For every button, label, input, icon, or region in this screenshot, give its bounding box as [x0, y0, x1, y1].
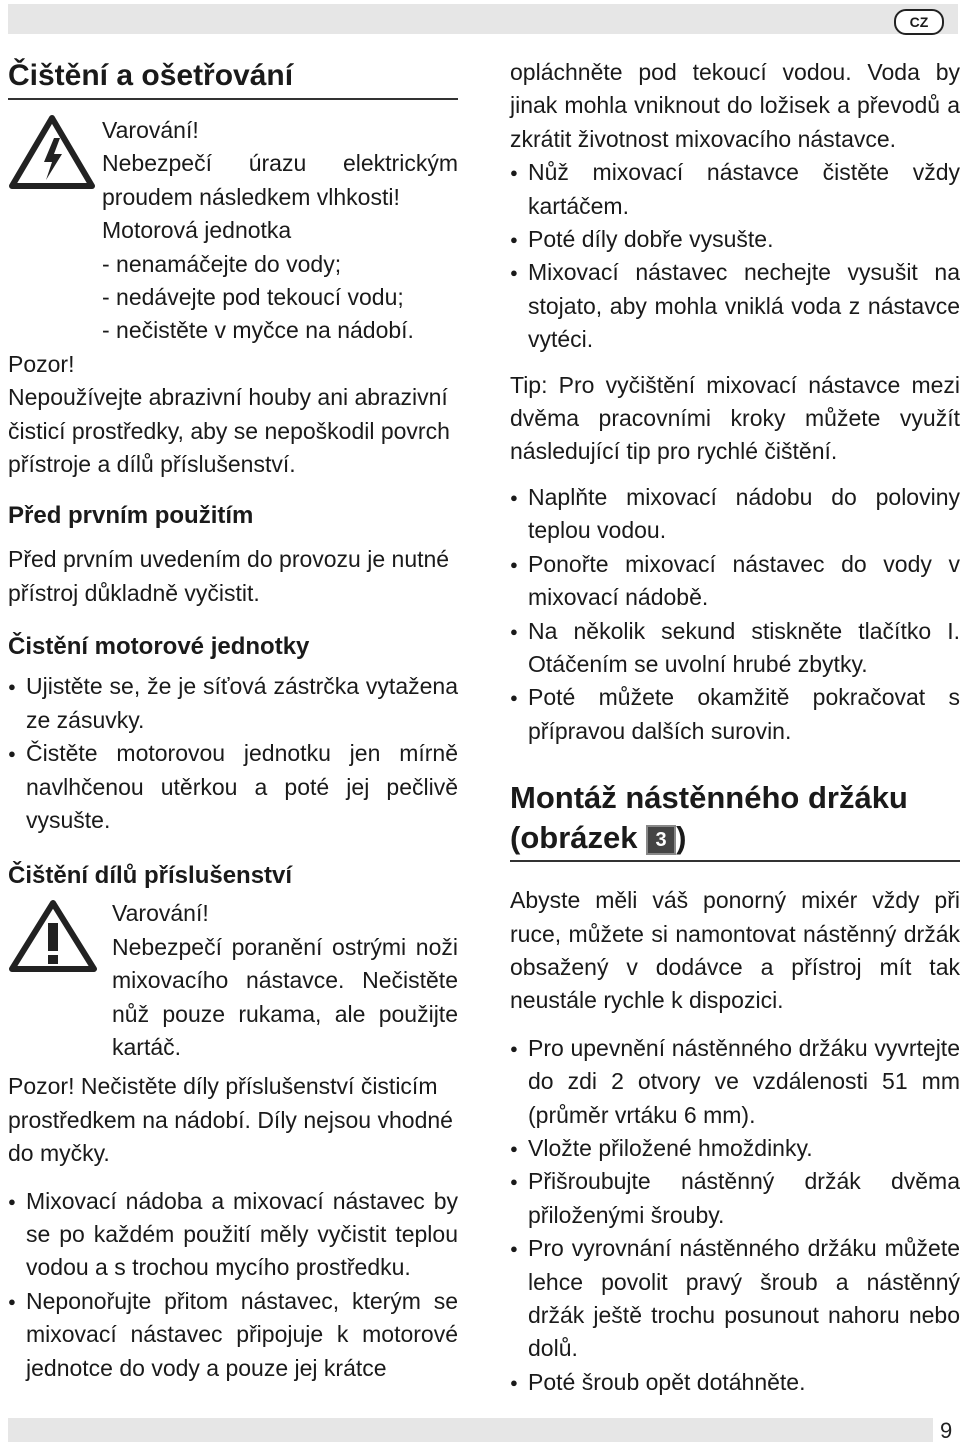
tip-text: Tip: Pro vyčištění mixovací nástavce mezi dvěma pracovními kroky můžete využít následující tip pro rychlé čištění. — [510, 371, 960, 465]
cleaning-bullet-list — [510, 156, 960, 356]
caution-label: Pozor! — [8, 1073, 75, 1100]
warning-text: Nebezpečí poranění ostrými noži mixovacího nástavce. Nečistěte nůž pouze rukama, ale použijte kartáč. — [112, 933, 458, 1060]
warning-dash-item: - nedávejte pod tekoucí vodu; — [102, 284, 404, 311]
list-item: ● Poté díly dobře vysušte. — [510, 223, 960, 256]
caution-text: Nečistěte díly příslušenství čisticím prostředkem na nádobí. Díly nejsou vhodné do myčky. — [8, 1073, 453, 1167]
warning-heading: Varování! — [102, 117, 199, 143]
list-item: ● Čistěte motorovou jednotku jen mírně navlhčenou utěrkou a poté jej pečlivě vysušte. — [8, 737, 458, 837]
blade-warning-block — [8, 897, 458, 1064]
electric-hazard-icon — [8, 114, 102, 199]
parts-bullet-list — [8, 1185, 458, 1385]
warning-heading: Varování! — [112, 900, 209, 927]
mount-title-rule — [510, 860, 960, 862]
list-item: ● Naplňte mixovací nádobu do poloviny teplou vodou. — [510, 481, 960, 548]
warning-line: Nebezpečí úrazu elektrickým proudem následkem vlhkosti! — [102, 150, 458, 210]
right-column — [510, 56, 960, 1399]
list-item: ● Pro upevnění nástěnného držáku vyvrtejte do zdi 2 otvory ve vzdálenosti 51 mm (průměr vrtáku 6 mm). — [510, 1032, 960, 1132]
left-column — [8, 56, 458, 1385]
list-item: ● Ujistěte se, že je síťová zástrčka vytažena ze zásuvky. — [8, 670, 458, 737]
list-item: ● Poté šroub opět dotáhněte. — [510, 1366, 960, 1399]
mount-title-block — [510, 778, 960, 862]
list-item: ● Na několik sekund stiskněte tlačítko I. Otáčením se uvolní hrubé zbytky. — [510, 615, 960, 682]
mount-intro: Abyste měli váš ponorný mixér vždy při ruce, můžete si namontovat nástěnný držák obsažený v dodávce a přístroj mít tak neustále rychle k dispozici. — [510, 887, 960, 1014]
language-badge: CZ — [894, 9, 944, 35]
footer-bar — [8, 1418, 933, 1442]
section-heading-parts: Čištění dílů příslušenství — [8, 862, 293, 890]
first-use-text: Před prvním uvedením do provozu je nutné přístroj důkladně vyčistit. — [8, 546, 450, 606]
motor-bullet-list — [8, 670, 458, 837]
continued-text: opláchněte pod tekoucí vodou. Voda by jinak mohla vniknout do ložisek a převodů a zkrátit životnost mixovacího nástavce. — [510, 59, 960, 152]
page-number: 9 — [940, 1418, 953, 1443]
header-bar — [8, 4, 958, 34]
list-item: ● Mixovací nástavec nechejte vysušit na stojato, aby mohla vniklá voda z nástavce vytéci. — [510, 256, 960, 356]
list-item: ● Pro vyrovnání nástěnného držáku můžete lehce povolit pravý šroub a nástěnný držák ještě trochu posunout nahoru nebo dolů. — [510, 1232, 960, 1366]
mount-bullet-list — [510, 1032, 960, 1399]
page-title: Čištění a ošetřování — [8, 59, 294, 92]
warning-dash-item: - nečistěte v myčce na nádobí. — [102, 317, 414, 344]
list-item: ● Ponořte mixovací nástavec do vody v mixovací nádobě. — [510, 548, 960, 615]
caution-text: Nepoužívejte abrazivní houby ani abrazivní čisticí prostředky, aby se nepoškodil povrch přístroje a dílů příslušenství. — [8, 384, 450, 478]
warning-dash-item: - nenamáčejte do vody; — [102, 250, 342, 277]
section-heading-motor: Čistění motorové jednotky — [8, 633, 310, 661]
mount-title-line2 — [510, 818, 960, 858]
warning-line: Motorová jednotka — [102, 217, 292, 244]
tip-bullet-list — [510, 481, 960, 748]
list-item: ● Mixovací nádoba a mixovací nástavec by se po každém použití měly vyčistit teplou vodou a s trochou mycího prostředku. — [8, 1185, 458, 1285]
title-rule — [8, 98, 458, 100]
list-item: ● Přišroubujte nástěnný držák dvěma přiloženými šrouby. — [510, 1165, 960, 1232]
section-heading-first-use: Před prvním použitím — [8, 502, 254, 530]
list-item: ● Neponořujte přitom nástavec, kterým se mixovací nástavec připojuje k motorové jednotce do vody a pouze jej krátce — [8, 1285, 458, 1385]
mount-title-line1: Montáž nástěnného držáku — [510, 780, 908, 816]
exclamation-warning-icon — [8, 897, 112, 984]
list-item: ● Poté můžete okamžitě pokračovat s přípravou dalších surovin. — [510, 681, 960, 748]
mount-title-prefix: (obrázek — [510, 820, 647, 856]
mount-title-suffix: ) — [676, 820, 687, 856]
caution-label: Pozor! — [8, 350, 75, 377]
figure-number-badge: 3 — [646, 825, 676, 855]
electric-warning-block — [8, 114, 458, 348]
list-item: ● Nůž mixovací nástavce čistěte vždy kartáčem. — [510, 156, 960, 223]
list-item: ● Vložte přiložené hmoždinky. — [510, 1132, 960, 1165]
caution-paragraph — [8, 1070, 458, 1170]
